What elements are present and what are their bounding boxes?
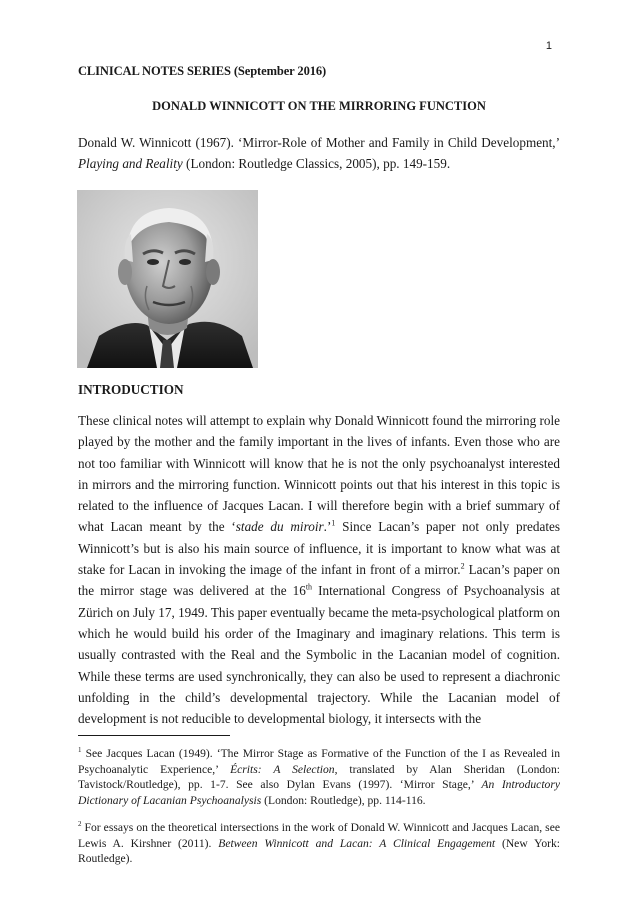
intro-text-1: These clinical notes will attempt to explain why Donald Winnicott found the mirroring role played by the mother and the family important in the lives of infants. Even those who are not too familiar with Winnicott will know that he is not the only psychoanalyst interested in mirrors and the mirroring function. Winnicott points out that his interest in this topic is related to the influence of Jacques Lacan. I will therefore begin with a brief summary of what Lacan meant by the ‘ <box>78 413 560 535</box>
section-heading: INTRODUCTION <box>78 382 184 397</box>
footnote-text: (New York: Routledge). <box>78 836 560 866</box>
footnote-1 <box>78 746 560 808</box>
footnote-number: 2 <box>78 820 82 829</box>
series-title: CLINICAL NOTES SERIES (September 2016) <box>78 64 327 78</box>
citation-publisher: (London: Routledge Classics, 2005), pp. 149-159. <box>182 156 451 171</box>
footnote-ref-1[interactable]: 1 <box>331 519 336 529</box>
winnicott-portrait-photo <box>77 190 258 368</box>
footnote-2 <box>78 820 560 867</box>
footnote-text: For essays on the theoretical intersections in the work of Donald W. Winnicott and Jacques Lacan, see Lewis A. Kirshner (2011). <box>78 821 560 850</box>
footnote-italic-title: An Introductory Dictionary of Lacanian Psychoanalysis <box>78 778 560 807</box>
ordinal-suffix: th <box>305 582 313 592</box>
document-title: DONALD WINNICOTT ON THE MIRRORING FUNCTION <box>152 99 486 113</box>
source-citation <box>78 132 560 174</box>
intro-text-3: Lacan’s paper on the mirror stage was delivered at the 16 <box>78 562 560 599</box>
intro-italic-term: stade du miroir <box>235 519 324 535</box>
intro-text-4: International Congress of Psychoanalysis at Zürich on July 17, 1949. This paper eventually became the meta-psychological platform on which he would build his order of the Imaginary and imaginary relations. This term is usually contrasted with the Real and the Symbolic in the Lacanian model of cognition. While these terms are used synchronically, they can also be used to represent a diachronic unfolding in the child’s developmental trajectory. While the Lacanian model of development is not reducible to developmental biology, it intersects with the <box>78 583 560 727</box>
intro-text-quote-close: .’ <box>323 519 332 535</box>
introduction-paragraph <box>78 410 560 729</box>
footnote-italic-title: Between Winnicott and Lacan: A Clinical Engagement <box>218 836 496 850</box>
footnote-text: See Jacques Lacan (1949). ‘The Mirror Stage as Formative of the Function of the I as Revealed in Psychoanalytic Experience,’ <box>78 747 560 776</box>
footnote-number: 1 <box>78 746 82 755</box>
footnote-italic-title: Écrits: A Selection <box>230 762 335 776</box>
footnote-text: (London: Routledge), pp. 114-116. <box>261 793 426 807</box>
document-body <box>78 64 560 879</box>
citation-book-title: Playing and Reality <box>78 156 183 171</box>
footnote-ref-2[interactable]: 2 <box>460 561 465 571</box>
citation-text: Donald W. Winnicott (1967). ‘Mirror-Role of Mother and Family in Child Development,’ <box>78 135 560 150</box>
intro-text-2: Since Lacan’s paper not only predates Winnicott’s but is also his main source of influence, it is important to know what was at stake for Lacan in invoking the image of the infant in front of a mirror. <box>78 519 560 578</box>
page-number: 1 <box>545 40 552 52</box>
footnote-text: , translated by Alan Sheridan (London: Tavistock/Routledge), pp. 1-7. See also Dylan Evans (1997). ‘Mirror Stage,’ <box>78 762 560 792</box>
footnote-divider <box>78 735 230 736</box>
